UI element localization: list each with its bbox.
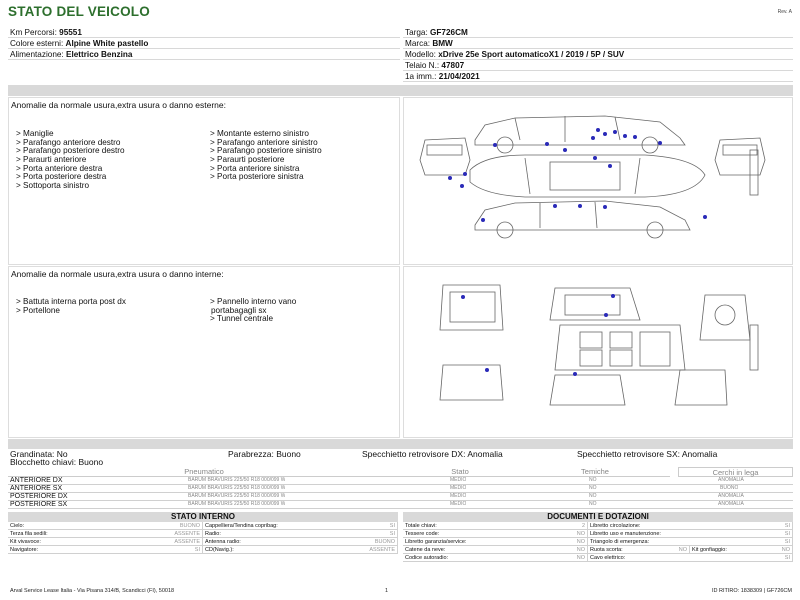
stato-interno-box bbox=[8, 512, 398, 556]
tyre-row: POSTERIORE DX BARUM BRAVURIS 225/50 R18 000/099 W MEDIO NO ANOMALIA bbox=[8, 493, 793, 501]
codice-autoradio-field: Codice autoradio: NO bbox=[403, 554, 588, 562]
tyre-row: ANTERIORE DX BARUM BRAVURIS 225/50 R18 000/099 W MEDIO NO ANOMALIA bbox=[8, 477, 793, 485]
separator-bar bbox=[8, 85, 793, 96]
footer-address: Arval Service Lease Italia - Via Pisana 314/B, Scandicci (FI), 50018 bbox=[10, 588, 175, 594]
footer-id: ID RITIRO: 1838309 | GF726CM bbox=[712, 588, 792, 594]
external-damage-list-2: > Montante esterno sinistro > Parafango anteriore sinistro > Parafango posteriore sinistro > Paraurti posteriore > Porta anteriore sinistra > Porta posteriore sinistra bbox=[210, 129, 322, 182]
brand-row: Marca: BMW bbox=[403, 38, 793, 49]
mirror-sx-status: Specchietto retrovisore SX: Anomalia bbox=[577, 449, 718, 459]
stato-interno-title: STATO INTERNO bbox=[8, 512, 398, 522]
ruota-scorta-field: Ruota scorta: NO bbox=[588, 546, 690, 554]
vivavoce-field: Kit vivavoce: ASSENTE bbox=[8, 538, 203, 546]
color-row: Colore esterni: Alpine White pastello bbox=[8, 38, 400, 49]
cappelliera-field: Cappelliera/Tendina copribag: SI bbox=[203, 522, 398, 530]
page-title: STATO DEL VEICOLO bbox=[8, 4, 150, 19]
internal-damage-list-1: > Battuta interna porta post dx > Portellone bbox=[16, 297, 126, 315]
terza-fila-field: Terza fila sedili: ASSENTE bbox=[8, 530, 203, 538]
tyre-row: POSTERIORE SX BARUM BRAVURIS 225/50 R18 000/099 W MEDIO NO ANOMALIA bbox=[8, 501, 793, 509]
triangolo-field: Triangolo di emergenza: SI bbox=[588, 538, 793, 546]
plate-row: Targa: GF726CM bbox=[403, 27, 793, 38]
cavo-elettrico-field: Cavo elettrico: SI bbox=[588, 554, 793, 562]
tyres-table bbox=[8, 467, 793, 511]
grandinata-status: Grandinata: No bbox=[10, 449, 68, 459]
km-row: Km Percorsi: 95551 bbox=[8, 27, 400, 38]
cielo-field: Cielo: BUONO bbox=[8, 522, 203, 530]
fuel-row: Alimentazione: Elettrico Benzina bbox=[8, 49, 400, 60]
internal-damage-list-2: > Pannello interno vano portabagagli sx > Tunnel centrale bbox=[210, 297, 297, 324]
key-block-status: Blocchetto chiavi: Buono bbox=[10, 457, 104, 467]
tyres-header-cerchi: Cerchi in lega bbox=[678, 467, 793, 477]
catene-field: Catene da neve: NO bbox=[403, 546, 588, 554]
cd-field: CD(Navig.): ASSENTE bbox=[203, 546, 398, 554]
libretto-garanzia-field: Libretto garanzia/service: NO bbox=[403, 538, 588, 546]
radio-field: Radio: SI bbox=[203, 530, 398, 538]
tyre-row: ANTERIORE SX BARUM BRAVURIS 225/50 R18 000/099 W MEDIO NO BUONO bbox=[8, 485, 793, 493]
antenna-field: Antenna radio: BUONO bbox=[203, 538, 398, 546]
libretto-circolazione-field: Libretto circolazione: SI bbox=[588, 522, 793, 530]
status-bar-top bbox=[8, 439, 793, 449]
parabrezza-status: Parabrezza: Buono bbox=[228, 449, 301, 459]
tyres-header-stato: Stato bbox=[400, 467, 520, 477]
car-exterior-diagram-icon bbox=[405, 100, 790, 265]
registration-row: 1a imm.: 21/04/2021 bbox=[403, 71, 793, 82]
status-block bbox=[8, 450, 793, 468]
car-interior-diagram-icon bbox=[405, 270, 790, 435]
totale-chiavi-field: Totale chiavi: 2 bbox=[403, 522, 588, 530]
libretto-uso-field: Libretto uso e manutenzione: SI bbox=[588, 530, 793, 538]
navigatore-field: Navigatore: SI bbox=[8, 546, 203, 554]
tyres-header-temiche: Temiche bbox=[520, 467, 670, 477]
chassis-row: Telaio N.: 47807 bbox=[403, 60, 793, 71]
documenti-title: DOCUMENTI E DOTAZIONI bbox=[403, 512, 793, 522]
kit-gonfiaggio-field: Kit gonfiaggio: NO bbox=[690, 546, 793, 554]
external-damage-list-1: > Maniglie > Parafango anteriore destro > Parafango posteriore destro > Paraurti anteriore > Porta anteriore destra > Porta posteriore destra > Sottoporta sinistro bbox=[16, 129, 125, 190]
model-row: Modello: xDrive 25e Sport automaticoX1 / 2019 / 5P / SUV bbox=[403, 49, 793, 60]
internal-damage-title: Anomalie da normale usura,extra usura o danno interne: bbox=[11, 269, 224, 279]
external-damage-title: Anomalie da normale usura,extra usura o danno esterne: bbox=[11, 100, 226, 110]
documenti-box bbox=[403, 512, 793, 564]
vehicle-info-left bbox=[8, 27, 400, 60]
mirror-dx-status: Specchietto retrovisore DX: Anomalia bbox=[362, 449, 503, 459]
footer-page-number: 1 bbox=[385, 588, 389, 594]
vehicle-info-right bbox=[403, 27, 793, 82]
revision-label: Rev. A bbox=[777, 9, 792, 15]
tessere-code-field: Tessere code: NO bbox=[403, 530, 588, 538]
tyres-header-pneumatico: Pneumatico bbox=[8, 467, 400, 477]
